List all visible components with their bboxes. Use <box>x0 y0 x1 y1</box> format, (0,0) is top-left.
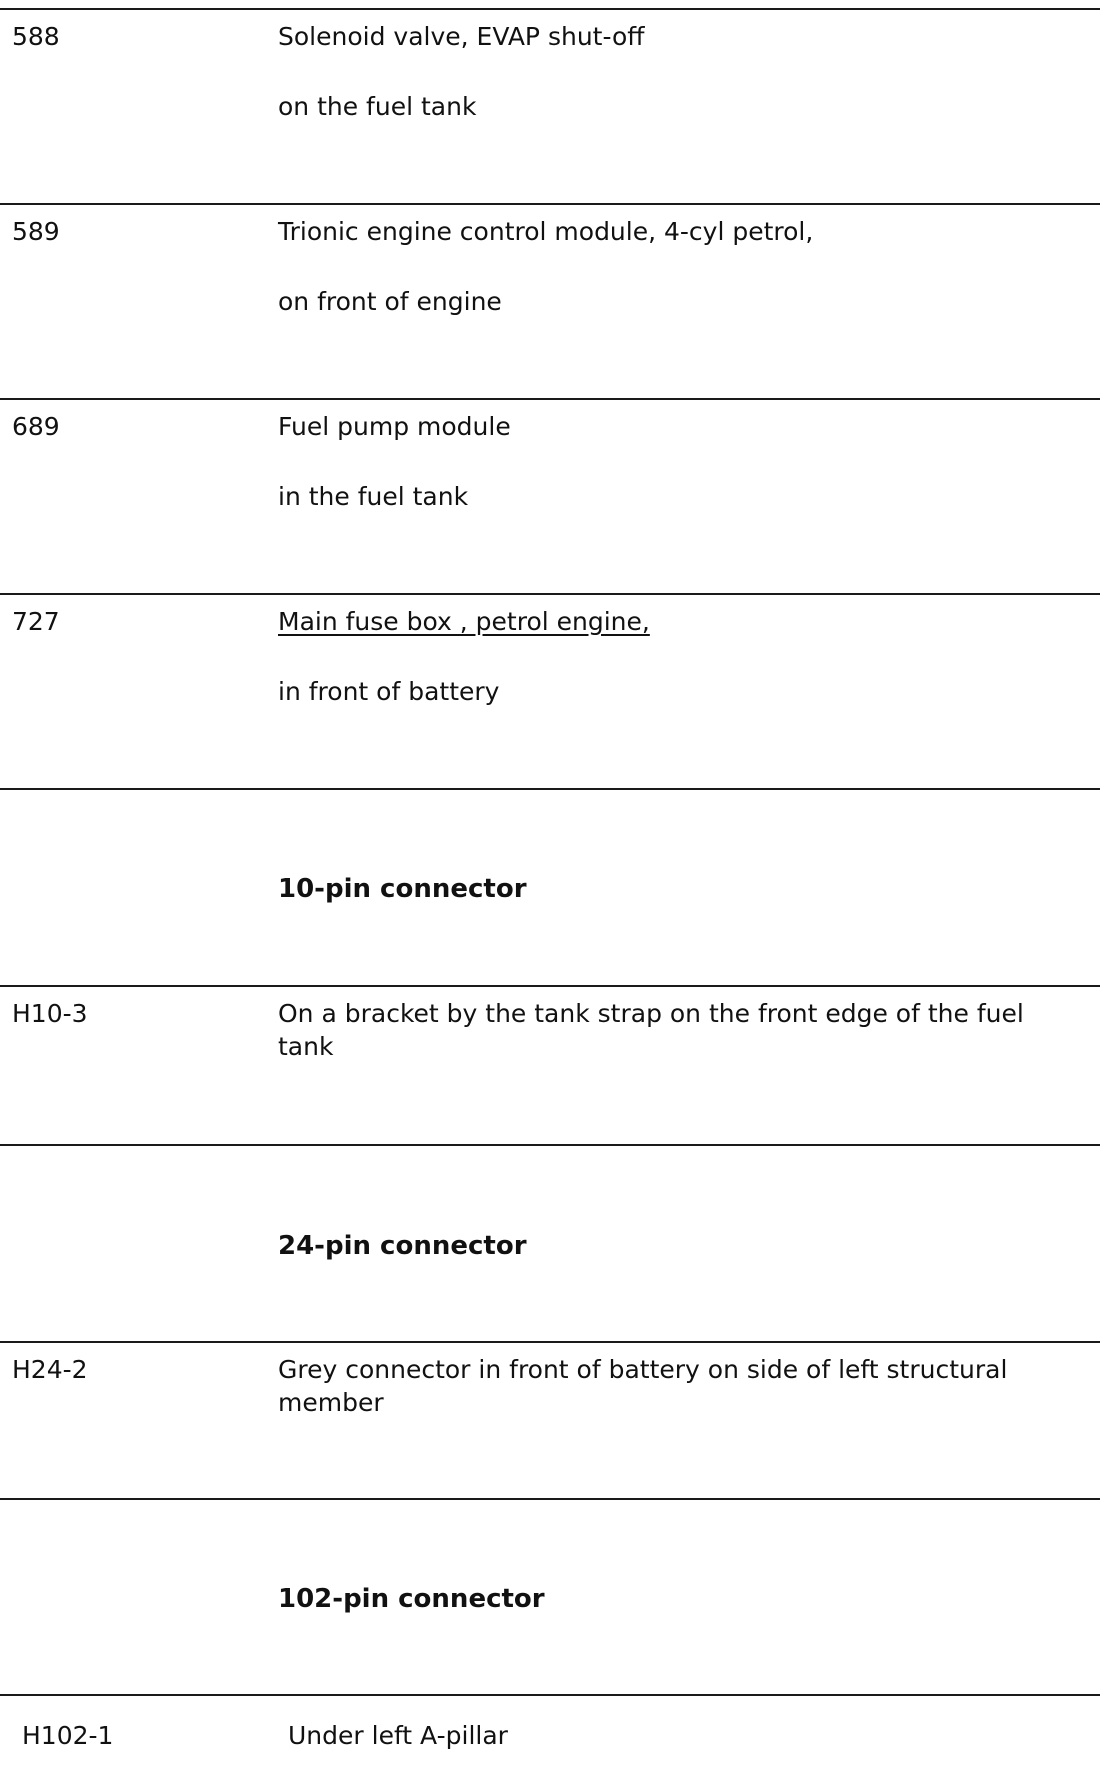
component-code: 589 <box>12 217 60 246</box>
connector-location: On a bracket by the tank strap on the front edge of the fuel tank <box>278 999 1024 1061</box>
divider <box>0 398 1100 400</box>
connector-location: Under left A-pillar <box>288 1721 508 1750</box>
component-location: on the fuel tank <box>278 92 477 121</box>
divider <box>0 788 1100 790</box>
divider <box>0 1694 1100 1696</box>
component-location: on front of engine <box>278 287 502 316</box>
divider <box>0 1498 1100 1500</box>
component-code: 588 <box>12 22 60 51</box>
section-heading: 102-pin connector <box>278 1584 545 1614</box>
component-description: Solenoid valve, EVAP shut-off <box>278 22 645 51</box>
component-description: Main fuse box , petrol engine, <box>278 607 650 636</box>
connector-code: H24-2 <box>12 1355 88 1384</box>
section-heading: 24-pin connector <box>278 1231 527 1261</box>
component-location: in the fuel tank <box>278 482 469 511</box>
divider <box>0 8 1100 10</box>
component-description: Fuel pump module <box>278 412 511 441</box>
component-description: Trionic engine control module, 4-cyl petrol, <box>278 217 814 246</box>
divider <box>0 1144 1100 1146</box>
connector-code: H102-1 <box>22 1721 114 1750</box>
component-code: 689 <box>12 412 60 441</box>
component-location: in front of battery <box>278 677 500 706</box>
divider <box>0 593 1100 595</box>
component-code: 727 <box>12 607 60 636</box>
connector-code: H10-3 <box>12 999 88 1028</box>
connector-location: Grey connector in front of battery on side of left structural member <box>278 1355 1008 1417</box>
section-heading: 10-pin connector <box>278 874 527 904</box>
divider <box>0 1341 1100 1343</box>
divider <box>0 985 1100 987</box>
divider <box>0 203 1100 205</box>
